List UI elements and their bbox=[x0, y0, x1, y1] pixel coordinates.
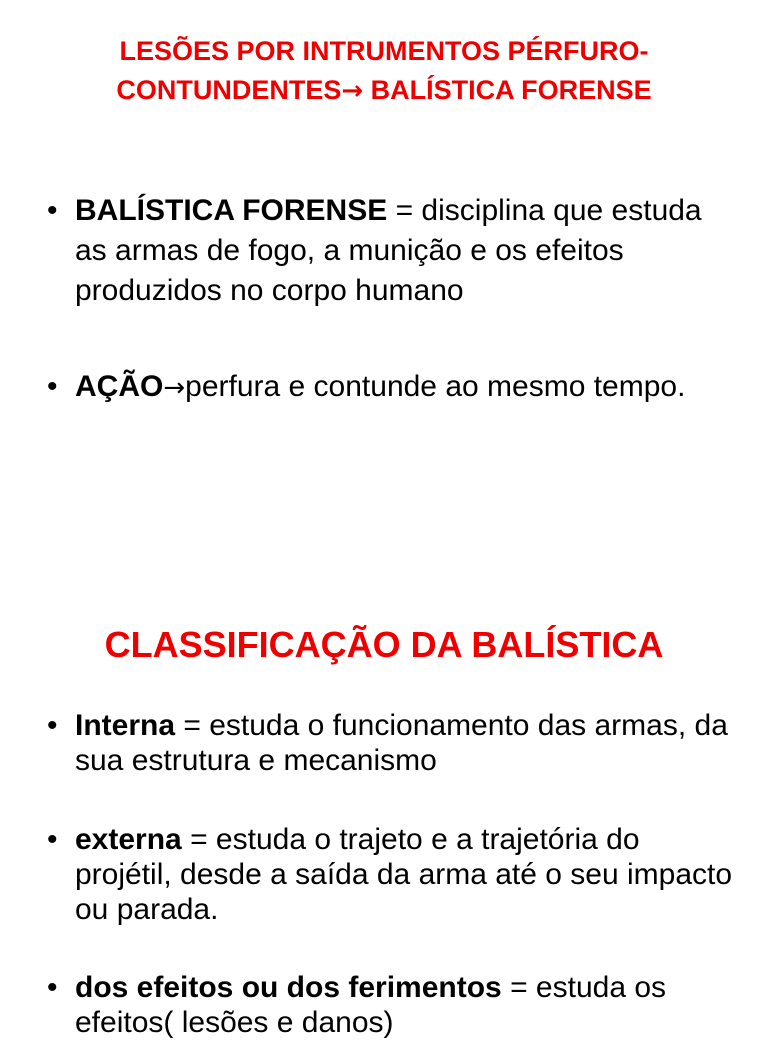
bullet-interna bbox=[47, 708, 737, 778]
slide-1-title-line-1: LESÕES POR INTRUMENTOS PÉRFURO- bbox=[119, 36, 649, 66]
bullet-term: dos efeitos ou dos ferimentos bbox=[75, 971, 502, 1004]
bullet-efeitos-ferimentos bbox=[47, 970, 737, 1040]
bullet-text bbox=[75, 822, 737, 927]
slide-2 bbox=[0, 512, 768, 1039]
bullet-description: = estuda os efeitos( lesões e danos) bbox=[75, 971, 667, 1039]
bullet-externa bbox=[47, 822, 737, 927]
bullet-dot-icon: • bbox=[47, 709, 58, 742]
bullet-dot-icon: • bbox=[47, 971, 58, 1004]
slide-2-title: CLASSIFICAÇÃO DA BALÍSTICA bbox=[104, 624, 664, 665]
slide-1-title bbox=[0, 32, 768, 111]
bullet-balistica-forense bbox=[47, 191, 737, 311]
bullet-text bbox=[75, 708, 737, 778]
bullet-dot-icon: • bbox=[47, 194, 58, 227]
slide-1-title-line-2b: BALÍSTICA FORENSE bbox=[363, 75, 652, 105]
bullet-term: BALÍSTICA FORENSE bbox=[75, 194, 388, 227]
bullet-term: Interna bbox=[75, 709, 176, 742]
right-arrow-icon: → bbox=[163, 373, 186, 403]
bullet-text bbox=[75, 191, 737, 311]
bullet-description: = estuda o trajeto e a trajetória do projétil, desde a saída da arma até o seu impacto ou parada. bbox=[75, 823, 733, 926]
bullet-description: perfura e contunde ao mesmo tempo. bbox=[185, 370, 686, 403]
bullet-term: AÇÃO bbox=[75, 370, 164, 403]
bullet-text bbox=[75, 367, 737, 408]
bullet-dot-icon: • bbox=[47, 370, 58, 403]
right-arrow-icon: → bbox=[341, 76, 364, 106]
slide-1-title-line-2a: CONTUNDENTES bbox=[116, 75, 342, 105]
bullet-text bbox=[75, 970, 737, 1040]
bullet-acao bbox=[47, 367, 737, 408]
bullet-description: = estuda o funcionamento das armas, da sua estrutura e mecanismo bbox=[75, 709, 728, 777]
bullet-dot-icon: • bbox=[47, 823, 58, 856]
bullet-description: = disciplina que estuda as armas de fogo, a munição e os efeitos produzidos no corpo humano bbox=[75, 194, 702, 307]
bullet-term: externa bbox=[75, 823, 182, 856]
slide-1 bbox=[0, 0, 768, 512]
